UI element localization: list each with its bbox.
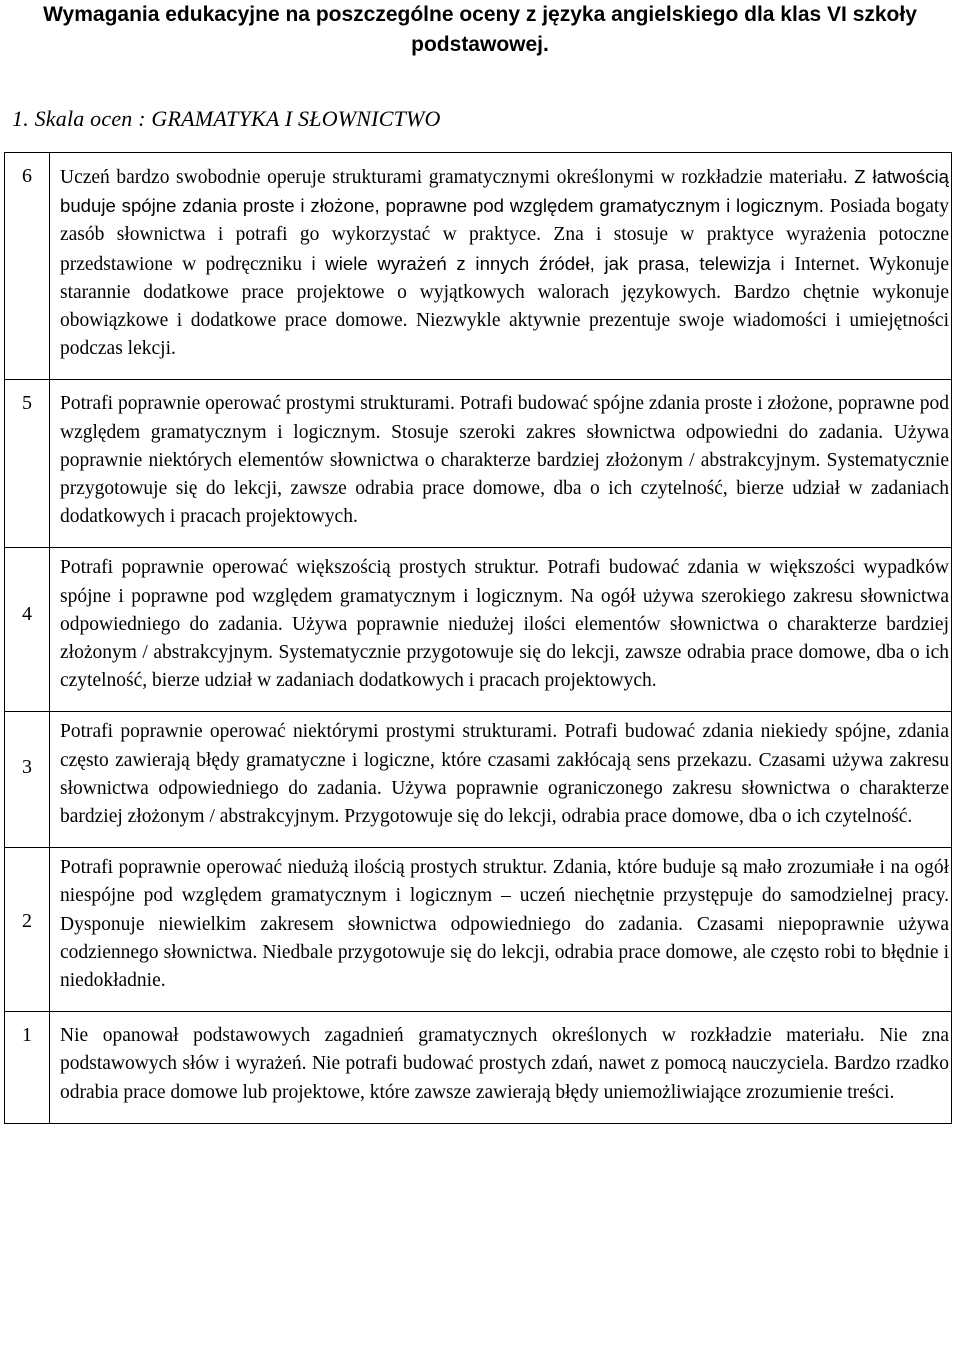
grade-description bbox=[50, 548, 952, 712]
description-text: Potrafi poprawnie operować niektórymi prostymi strukturami. Potrafi budować zdania niekiedy spójne, zdania często zawierają błędy gramatyczne i logiczne, które czasami zakłócają sens przekazu. Czasami używa zakresu słownictwa odpowiedniego do zadania. Używa poprawnie ograniczonego zakresu słownictwa o charakterze bardziej złożonym / abstrakcyjnym. Przygotowuje się do lekcji, odrabia prace domowe, dba o ich czytelność. bbox=[60, 721, 949, 828]
description-text: Z łatwością buduje spójne zdania proste i złożone, poprawne pod względem gramatycznym i logicznym. bbox=[60, 166, 950, 217]
grade-number: 3 bbox=[5, 712, 50, 848]
page-title bbox=[0, 0, 960, 60]
title-line-1: Wymagania edukacyjne na poszczególne oceny z języka angielskiego dla klas VI szkoły bbox=[43, 3, 917, 26]
title-line-2: podstawowej. bbox=[411, 33, 549, 56]
grade-description bbox=[50, 1012, 952, 1124]
description-text: Zna i stosuje w praktyce wyrażenia potoczne przedstawione w podręczniku bbox=[60, 224, 950, 275]
description-text: Posiada bogaty zasób słownictwa i potrafi go wykorzystać w praktyce. bbox=[60, 196, 950, 246]
table-row bbox=[5, 712, 952, 848]
table-row bbox=[5, 380, 952, 548]
table-row bbox=[5, 1012, 952, 1124]
table-row bbox=[5, 153, 952, 380]
table-row bbox=[5, 848, 952, 1012]
grades-table bbox=[4, 152, 952, 1124]
description-text: i wiele wyrażeń z innych źródeł, jak prasa, telewizja i bbox=[311, 252, 795, 274]
description-text: Internet. Wykonuje starannie dodatkowe prace projektowe o wyjątkowych walorach językowych. Bardzo chętnie wykonuje obowiązkowe i dodatkowe prace domowe. Niezwykle aktywnie prezentuje swoje wiadomości i umiejętności podczas lekcji. bbox=[60, 253, 949, 360]
grade-description bbox=[50, 380, 952, 548]
grade-description bbox=[50, 848, 952, 1012]
grade-description bbox=[50, 153, 952, 380]
description-text: Potrafi poprawnie operować prostymi strukturami. Potrafi budować spójne zdania proste i złożone, poprawne pod względem gramatycznym i logicznym. Stosuje szeroki zakres słownictwa odpowiedni do zadania. Używa poprawnie niektórych elementów słownictwa o charakterze bardziej złożonym / abstrakcyjnym. Systematycznie przygotowuje się do lekcji, zawsze odrabia prace domowe, dba o ich czytelność, bierze udział w zadaniach dodatkowych i pracach projektowych. bbox=[60, 393, 949, 528]
grade-number: 4 bbox=[5, 548, 50, 712]
table-row bbox=[5, 548, 952, 712]
description-text: Uczeń bardzo swobodnie operuje strukturami gramatycznymi określonymi w rozkładzie materiału. bbox=[60, 167, 855, 188]
grade-number: 5 bbox=[5, 380, 50, 548]
grade-number: 2 bbox=[5, 848, 50, 1012]
section-heading: 1. Skala ocen : GRAMATYKA I SŁOWNICTWO bbox=[12, 106, 441, 131]
grade-number: 1 bbox=[5, 1012, 50, 1124]
description-text: Potrafi poprawnie operować większością prostych struktur. Potrafi budować zdania w większości wypadków spójne i poprawne pod względem gramatycznym i logicznym. Na ogół używa szerokiego zakresu słownictwa odpowiedniego do zadania. Używa poprawnie niedużej ilości elementów słownictwa o charakterze bardziej złożonym / abstrakcyjnym. Systematycznie przygotowuje się do lekcji, zawsze odrabia prace domowe, dba o ich czytelność, bierze udział w zadaniach dodatkowych i pracach projektowych. bbox=[60, 557, 949, 692]
description-text: Nie opanował podstawowych zagadnień gramatycznych określonych w rozkładzie materiału. Nie zna podstawowych słów i wyrażeń. Nie potrafi budować prostych zdań, nawet z pomocą nauczyciela. Bardzo rzadko odrabia prace domowe lub projektowe, które zawsze zawierają błędy uniemożliwiające zrozumienie treści. bbox=[60, 1025, 949, 1103]
description-text: Potrafi poprawnie operować niedużą ilością prostych struktur. Zdania, które buduje są mało zrozumiałe i na ogół niespójne pod względem gramatycznym i logicznym – uczeń niechętnie przystępuje do samodzielnej pracy. Dysponuje niewielkim zakresem słownictwa odpowiedniego do zadania. Czasami niepoprawnie używa codziennego słownictwa. Niedbale przygotowuje się do lekcji, odrabia prace domowe, ale często robi to błędnie i niedokładnie. bbox=[60, 857, 949, 992]
grade-description bbox=[50, 712, 952, 848]
grade-number: 6 bbox=[5, 153, 50, 380]
